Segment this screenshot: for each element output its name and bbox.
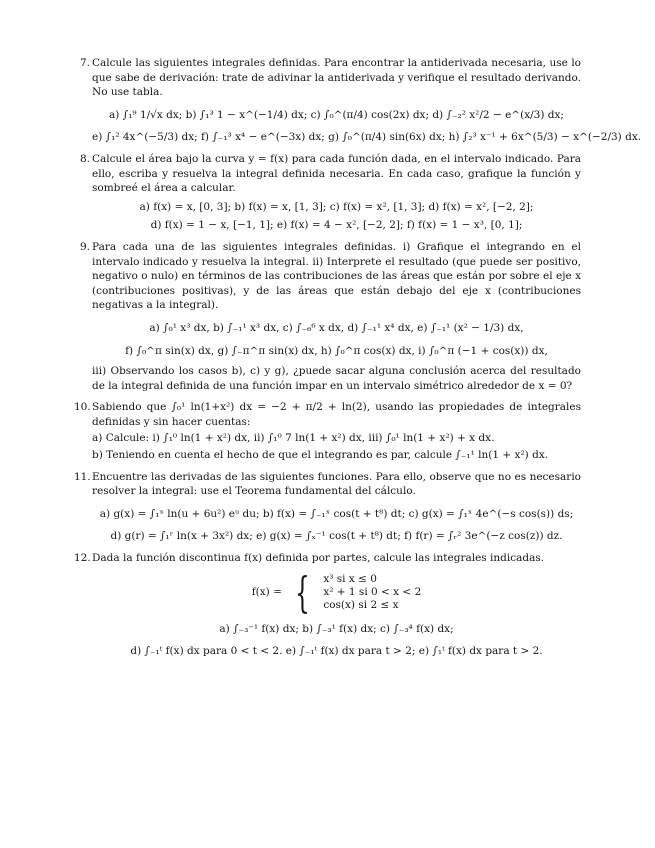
formula-line: a) ∫₁⁹ 1/√x dx; b) ∫₁³ 1 − x^(−1/4) dx; c) ∫₀^(π/4) cos(2x) dx; d) ∫₋₂² x²/2 − e^(x/3) dx;	[109, 108, 564, 121]
piecewise-definition	[92, 567, 581, 617]
piecewise-case: x² + 1 si 0 < x < 2	[323, 586, 422, 599]
piecewise-case: cos(x) si 2 ≤ x	[323, 599, 399, 612]
formula-line: d) f(x) = 1 − x, [−1, 1]; e) f(x) = 4 − x², [−2, 2]; f) f(x) = 1 − x³, [0, 1];	[150, 219, 523, 232]
formula-line: a) ∫₋₃⁻¹ f(x) dx; b) ∫₋₃¹ f(x) dx; c) ∫₋₃⁴ f(x) dx;	[219, 622, 454, 635]
problem-followup: iii) Observando los casos b), c) y g), ¿puede sacar alguna conclusión acerca del resultado de la integral definida de una función impar en un intervalo simétrico alrededor de x = 0?	[92, 365, 581, 392]
problem-9	[79, 240, 581, 393]
problem-number: 8.	[79, 152, 90, 165]
problem-10	[74, 400, 581, 462]
piecewise-cases	[323, 573, 421, 612]
piecewise-case: x³ si x ≤ 0	[323, 573, 377, 586]
formula-line: a) g(x) = ∫₁ˣ ln(u + 6u²) eᵘ du; b) f(x) = ∫₋₁ˣ cos(t + t⁸) dt; c) g(x) = ∫₁ˣ 4e^(−s cos(s)) ds;	[99, 507, 574, 520]
problem-number: 10.	[74, 401, 91, 414]
formula-line: f) ∫₀^π sin(x) dx, g) ∫₋π^π sin(x) dx, h) ∫₀^π cos(x) dx, i) ∫₀^π (−1 + cos(x)) dx,	[125, 344, 548, 357]
problem-number: 7.	[79, 57, 90, 69]
formula-line: d) g(r) = ∫₁ʳ ln(x + 3x²) dx; e) g(x) = ∫ₓ⁻¹ cos(t + t⁸) dt; f) f(r) = ∫ᵣ² 3e^(−z cos(z)) dz.	[110, 530, 563, 543]
problem-7	[79, 56, 642, 145]
left-brace: {	[295, 567, 310, 617]
problem-statement: Para cada una de las siguientes integrales definidas. i) Grafique el integrando en el intervalo indicado y resuelva la integral. ii) Interprete el resultado (que puede ser positivo, negativo o nulo) en términos de las contribuciones de las áreas que están por sobre el eje x (contribuciones positivas), y de las áreas que están debajo del eje x (contribuciones negativas a la integral).	[92, 240, 581, 312]
formula-line: d) ∫₋₁ᵗ f(x) dx para 0 < t < 2. e) ∫₋₁ᵗ f(x) dx para t > 2; e) ∫₁ᵗ f(x) dx para t > 2.	[130, 645, 543, 658]
problem-statement: Encuentre las derivadas de las siguientes funciones. Para ello, observe que no es necesario resolver la integral: use el Teorema fundamental del cálculo.	[92, 470, 581, 498]
piecewise-lhs: f(x) =	[251, 586, 282, 599]
problem-11	[74, 470, 581, 544]
subitem-b: b) Teniendo en cuenta el hecho de que el integrando es par, calcule ∫₋₁¹ ln(1 + x²) dx.	[92, 449, 549, 462]
problem-8	[79, 152, 581, 233]
problem-statement: Dada la función discontinua f(x) definida por partes, calcule las integrales indicadas.	[92, 552, 545, 565]
problem-number: 9.	[79, 240, 90, 253]
problem-statement: Calcule el área bajo la curva y = f(x) para cada función dada, en el intervalo indicado. Para ello, escriba y resuelva la integral definida necesaria. En cada caso, grafique la función y sombreé el área a calcular.	[92, 152, 581, 195]
problem-number: 11.	[74, 470, 91, 483]
formula-line: a) ∫₀¹ x³ dx, b) ∫₋₁¹ x³ dx, c) ∫₋₆⁶ x dx, d) ∫₋₁¹ x⁴ dx, e) ∫₋₁¹ (x² − 1/3) dx,	[149, 321, 524, 334]
subitem-a: a) Calcule: i) ∫₁⁰ ln(1 + x²) dx, ii) ∫₁⁰ 7 ln(1 + x²) dx, iii) ∫₀¹ ln(1 + x²) + x dx.	[92, 432, 495, 445]
formula-line: e) ∫₁² 4x^(−5/3) dx; f) ∫₋₁³ x⁴ − e^(−3x) dx; g) ∫₀^(π/4) sin(6x) dx; h) ∫₂³ x⁻¹ + 6x^(5/3) − x^(−2/3) dx.	[92, 131, 642, 144]
formula-line: a) f(x) = x, [0, 3]; b) f(x) = x, [1, 3]; c) f(x) = x², [1, 3]; d) f(x) = x², [−2, 2];	[139, 200, 534, 213]
problem-statement: Calcule las siguientes integrales definidas. Para encontrar la antiderivada necesaria, use lo que sabe de derivación: trate de adivinar la antiderivada y verifique el resultado derivando. No use tabla.	[92, 57, 581, 99]
problem-number: 12.	[74, 552, 91, 565]
problem-12	[74, 551, 581, 659]
problem-statement: Sabiendo que ∫₀¹ ln(1+x²) dx = −2 + π/2 + ln(2), usando las propiedades de integrales definidas y sin hacer cuentas:	[92, 401, 581, 428]
